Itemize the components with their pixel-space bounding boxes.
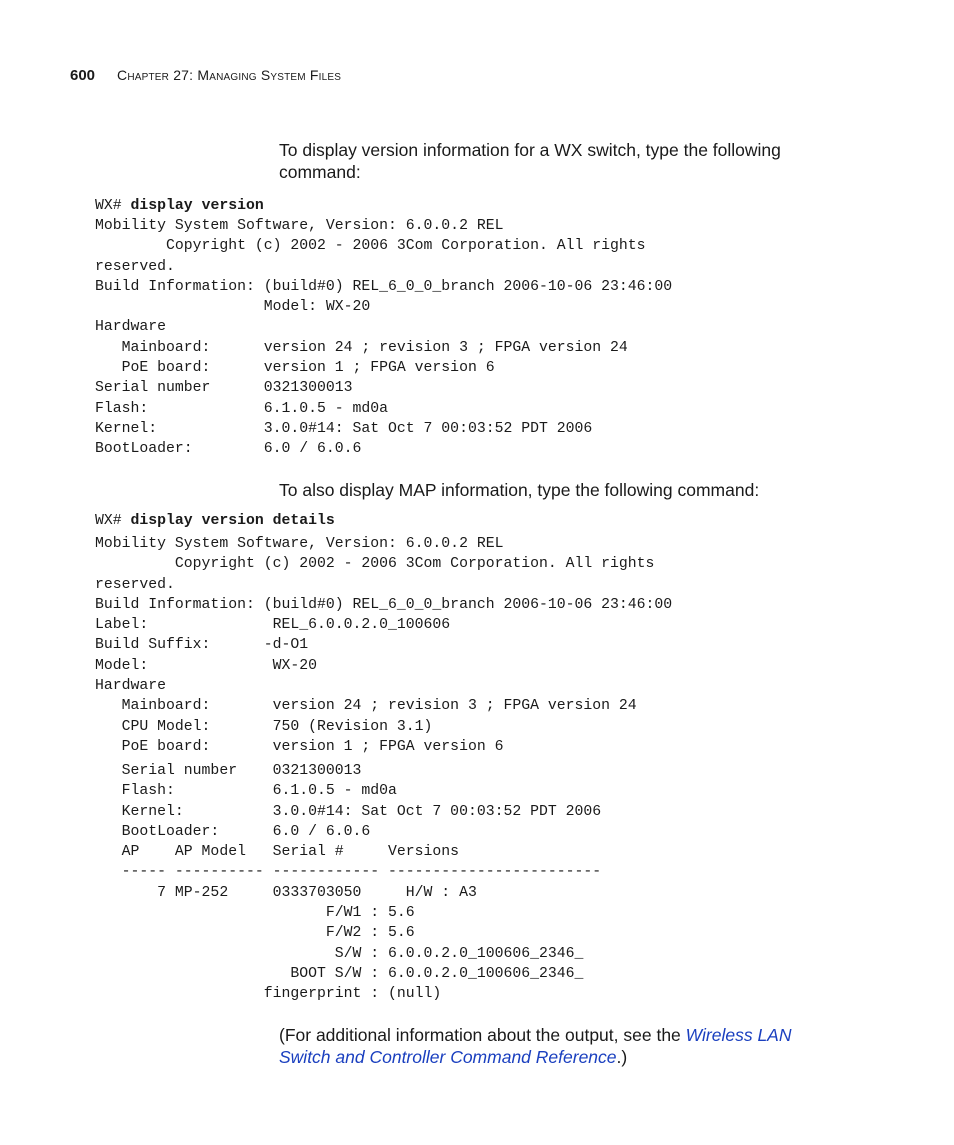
closing-prefix: (For additional information about the output, see the [279, 1025, 686, 1045]
command-output-2: Mobility System Software, Version: 6.0.0.2 REL Copyright (c) 2002 - 2006 3Com Corporation. All rights reserved. Build Information: (build#0) REL_6_0_0_branch 2006-10-06 23:46:00 Label: REL_6.0.0.2.0_100606 Build Suffix: -d-O1 Model: WX-20 Hardware Mainboard: version 24 ; revision 3 ; FPGA version 24 CPU Model: 750 (Revision 3.1) PoE board: version 1 ; FPGA version 6 [95, 536, 673, 755]
command-line-2 [95, 511, 335, 531]
reference-link[interactable]: Wireless LAN Switch and Controller Command Reference [279, 1025, 792, 1067]
intro-paragraph-1: To display version information for a WX switch, type the following command: [279, 140, 781, 182]
closing-paragraph [279, 1024, 839, 1068]
chapter-title: Chapter 27: Managing System Files [117, 67, 342, 83]
closing-suffix: .) [616, 1047, 628, 1067]
command-text: display version details [130, 513, 335, 529]
command-prompt: WX# [95, 198, 131, 214]
command-output-2-continued: Serial number 0321300013 Flash: 6.1.0.5 - md0a Kernel: 3.0.0#14: Sat Oct 7 00:03:52 PDT 2006 BootLoader: 6.0 / 6.0.6 AP AP Model Serial # Versions ----- ---------- ------------ ------------------------ 7 MP-252 0333703050 H/W : A3 F/W1 : 5.6 F/W2 : 5.6 S/W : 6.0.0.2.0_100606_2346_ BOOT S/W : 6.0.0.2.0_100606_2346_ fingerprint : (null) [121, 763, 602, 1003]
command-prompt: WX# [95, 513, 131, 529]
command-text: display version [130, 198, 264, 214]
page-number: 600 [70, 67, 96, 84]
intro-paragraph-2: To also display MAP information, type the following command: [279, 480, 760, 500]
page-header [70, 67, 341, 84]
command-line-1 [95, 196, 264, 216]
command-output-1: Mobility System Software, Version: 6.0.0.2 REL Copyright (c) 2002 - 2006 3Com Corporation. All rights reserved. Build Information: (build#0) REL_6_0_0_branch 2006-10-06 23:46:00 Model: WX-20 Hardware Mainboard: version 24 ; revision 3 ; FPGA version 24 PoE board: version 1 ; FPGA version 6 Serial number 0321300013 Flash: 6.1.0.5 - md0a Kernel: 3.0.0#14: Sat Oct 7 00:03:52 PDT 2006 BootLoader: 6.0 / 6.0.6 [95, 218, 673, 458]
